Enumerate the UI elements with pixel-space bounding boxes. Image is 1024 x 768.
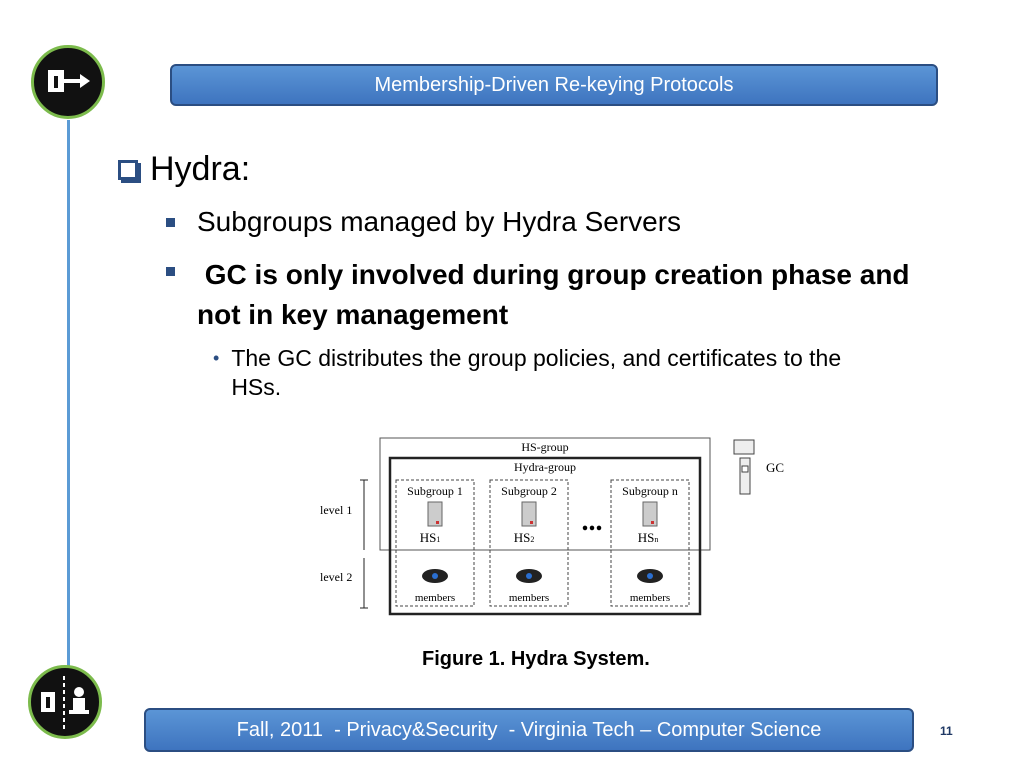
dot-bullet-icon: • <box>213 348 220 368</box>
hs-label-2: HS2 <box>513 530 535 545</box>
members-icon <box>422 569 663 583</box>
members-label-n: members <box>629 592 671 604</box>
hs-label-1: HS1 <box>419 530 441 545</box>
level2-label: level 2 <box>320 570 353 584</box>
bullet-level2-a-text: Subgroups managed by Hydra Servers <box>197 206 682 237</box>
members-label-1: members <box>414 592 456 604</box>
bullet-level3-line2: HSs. <box>231 374 282 400</box>
subgroup-label-1: Subgroup 1 <box>407 484 463 498</box>
bullet-level2-b-line1: GC is only involved during group creation phase and <box>197 259 910 290</box>
hydra-group-label: Hydra-group <box>514 460 576 474</box>
hs-group-label: HS-group <box>521 440 569 454</box>
ellipsis: ... <box>581 506 603 537</box>
square-bullet-icon <box>166 267 175 276</box>
hs-label-n: HSn <box>637 530 659 545</box>
gc-computer-icon <box>734 440 754 494</box>
slide-title: Membership-Driven Re-keying Protocols <box>170 64 938 106</box>
vertical-rail <box>67 120 70 675</box>
level1-label: level 1 <box>320 503 353 517</box>
bullet-level2-b <box>166 255 910 335</box>
server-icon <box>428 502 657 526</box>
subgroup-label-n: Subgroup n <box>622 484 678 498</box>
bullet-level3 <box>213 344 1003 402</box>
footer-text: Fall, 2011 - Privacy&Security - Virginia Tech – Computer Science <box>144 708 914 752</box>
bullet-level3-line1: The GC distributes the group policies, and certificates to the <box>231 345 842 371</box>
members-label-2: members <box>508 592 550 604</box>
figure-caption: Figure 1. Hydra System. <box>422 648 650 670</box>
bullet-level2-a <box>166 206 681 238</box>
subgroup-label-2: Subgroup 2 <box>501 484 557 498</box>
page-number: 11 <box>940 724 953 738</box>
bullet-level1-text: Hydra: <box>150 150 251 188</box>
checkbox-bullet-icon <box>118 160 138 180</box>
gc-label: GC <box>766 460 785 475</box>
bullet-level1 <box>118 150 250 189</box>
bullet-level2-b-line2: not in key management <box>197 299 509 330</box>
square-bullet-icon <box>166 218 175 227</box>
hydra-system-diagram <box>300 430 800 620</box>
exit-logo-icon <box>31 45 105 119</box>
security-checkpoint-logo-icon <box>28 665 102 739</box>
